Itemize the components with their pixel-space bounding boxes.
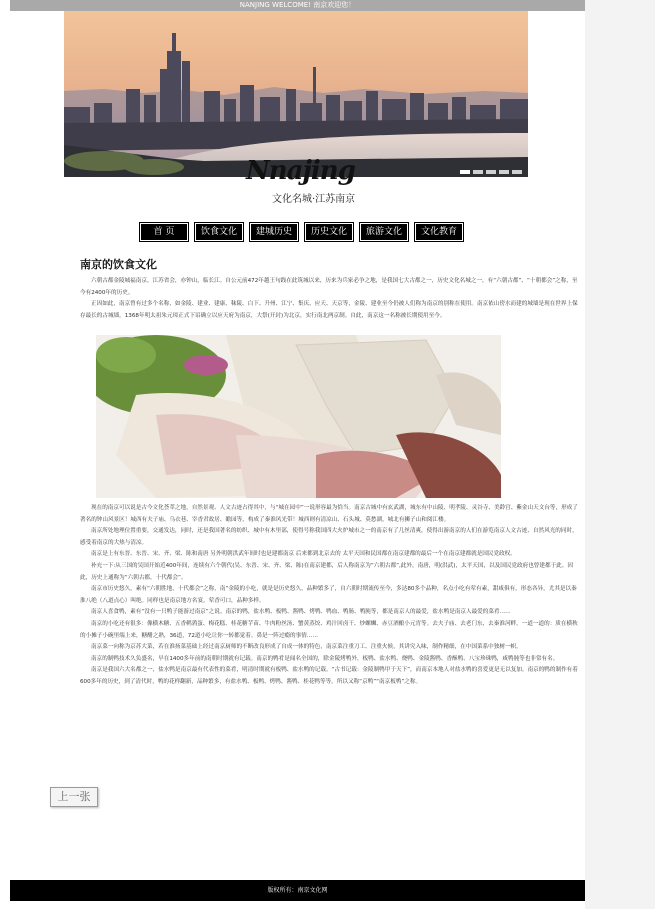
body-paragraph: 补充一下:从三国的吴国开始近400年间，连续有六个朝代(吴、东晋、宋、齐、梁、陈)在南京建都，后人称南京为“六朝古都”,此外，南唐，明(洪武)，太平天国，以及国民党政府也曾建都于此。因此，历史上通称为“六朝古都，十代都会”。	[80, 562, 573, 581]
main-navigation	[140, 223, 463, 241]
previous-button[interactable]: 上一张	[50, 787, 98, 807]
nav-tourism-culture[interactable]: 旅游文化	[360, 223, 408, 241]
body-paragraph: 南京的制鸭技术久负盛名，早在1400多年前的南朝时期就有记载。南京的鸭肴是闻名全国的，除金陵烤鸭外，板鸭、盐水鸭、烧鸭、金陵酱鸭、香酥鸭、八宝珍珠鸭，咸鸭肫等也非常有名。	[91, 655, 559, 662]
body-paragraph: 南京市历史悠久，素有“六朝胜地，十代都会”之称，南“金陵的小吃，就是是历史悠久，品种繁多了，自六朝时期流传至今，多达80多个品种，名点小吃有荤有素，甜咸俱有，形态各异，尤其是以秦淮八绝（八道点心）叫绝。同样也是南京地方名宴，荤香可口，品种多样。	[80, 586, 577, 604]
body-paragraph: 南京人喜食鸭，素有“没有一只鸭子能游过南京”之说。南京的鸭，盐水鸭、板鸭、酱鸭、烤鸭、鸭血、鸭肠、鸭肫等，都是南京人的最爱，盐水鸭是南京人最爱的菜肴……	[91, 609, 511, 616]
article-intro	[80, 256, 580, 322]
body-paragraph: 南京是我国六大名都之一，盐水鸭是南京最有代表性的菜肴，明清时期就有板鸭、盐水鸭的记载。“古书记载：金陵制鸭甲于天下”，而南京本地人对盐水鸭的喜爱更是无以复加。南京的鸭的制作有着600多年的历史，到了清代时，鸭的花样翻新，品种繁多，有盐水鸭、板鸭、烤鸭、酱鸭、桂花鸭等等。所以又称“京鸭”“南京板鸭”之称。	[80, 667, 578, 685]
site-footer	[10, 880, 585, 901]
body-paragraph: 南京所处地理位置重要，交通发达，同时，还是我国著名的纺织、城中有木里部，使得号称我国四大火炉城市之一的南京有了几丝清爽，使得出游南京的人们在游览南京人文古迹、自然风光的同时，感受着南京的大热与清凉。	[80, 528, 578, 546]
page-background-right	[585, 0, 655, 909]
intro-paragraph: 正因如此，南京曾有过多个名称，如金陵、建业、建康、秣陵、白下、升州、江宁、集庆、应天、天京等，金陵、建业至今仍被人们称为南京的别称在使用。南京依山傍水而建的城墙是现在世界上保存最长的古城墙。1368年明太祖朱元璋正式下诏确立以应天府为南京，大祭(开封)为北京，实行南北两京制。自此，南京这一名称被长期使用至今。	[80, 301, 578, 319]
logo-wordmark: Nnajing	[246, 156, 355, 186]
nav-home[interactable]: 首 页	[140, 223, 188, 241]
nav-education-culture[interactable]: 文化教育	[415, 223, 463, 241]
body-paragraph: 南京是上有东晋、东晋、宋、齐、梁、陈和南唐 另外明朝洪武年间时也是建都南京 后来都到北京去的 太平天国和民国都在南京建都的最后一个在南京建都就是国民党政权。	[91, 551, 516, 558]
copyright-text: 版权所有：南京文化网	[267, 887, 328, 894]
welcome-bar	[10, 0, 585, 11]
body-paragraph: 南京菜一向称为京苏大菜，若在淮扬菜基础上经过南京厨师的不断改良形成了自成一体的特色，南京菜注重刀工、注重火候，其讲究入味，制作精细，在中国菜系中独树一帜。	[91, 644, 522, 651]
nav-history-culture[interactable]: 历史文化	[305, 223, 353, 241]
slide-dot[interactable]	[512, 170, 522, 174]
nav-food-culture[interactable]: 饮食文化	[195, 223, 243, 241]
site-subtitle: 文化名城·江苏南京	[272, 194, 356, 205]
welcome-text: NANJING WELCOME! 南京欢迎您！	[239, 1, 356, 9]
salted-duck-photo	[96, 335, 501, 498]
nav-city-history[interactable]: 建城历史	[250, 223, 298, 241]
body-paragraph: 南京的小吃还有很多：像横木糖、五香鹌鹑蛋、梅花糕、桂花糖芋苗、牛肉粉丝汤、蟹黄蒸饺、鸡汁回卤干、炒螺蛳、赤豆酒酿小元宵等。去夫子庙、去老门东，去秦淮河畔，一道一道的：质在横秋的小摊子小碗里端上来，糖醋之熟，36道，72道小吃让你一转都觉着。鼻是一阵过瘾的事情……	[80, 620, 578, 639]
article-body	[80, 503, 580, 689]
slide-dot[interactable]	[499, 170, 509, 174]
article-title: 南京的饮食文化	[80, 258, 157, 271]
slide-dot[interactable]	[473, 170, 483, 174]
slide-dot[interactable]	[460, 170, 470, 174]
city-skyline-banner	[64, 11, 528, 177]
intro-paragraph: 六朝古都金陵城福南京，江苏省会，亦钟山，临长江。自公元前472年越王句践在此筑城以来，历来为兵家必争之地，是我国七大古都之一，历史文化名城之一，有“六朝古都”、“十朝都会”之称，至今有2400年的历史。	[80, 278, 578, 296]
slide-indicators	[460, 170, 522, 174]
duck-dish-image	[96, 335, 501, 498]
body-paragraph: 现在的南京可以说是古今文化荟萃之地，自然景观、人文古迹占得其中，与“城在园中”一说形容最为恰当。南京古城中有玄武湖，城东有中山陵、明孝陵、灵谷寺、美龄宫、紫金山天文台等，形成了著名的钟山风景区！城西有夫子庙、乌衣巷、宰香君故居、瞻园等，构成了秦淮风光带！城西则有清凉山、石头城、莫愁湖，城北有狮子山和阅江楼。	[80, 505, 578, 523]
skyline-image	[64, 11, 528, 177]
slide-dot[interactable]	[486, 170, 496, 174]
